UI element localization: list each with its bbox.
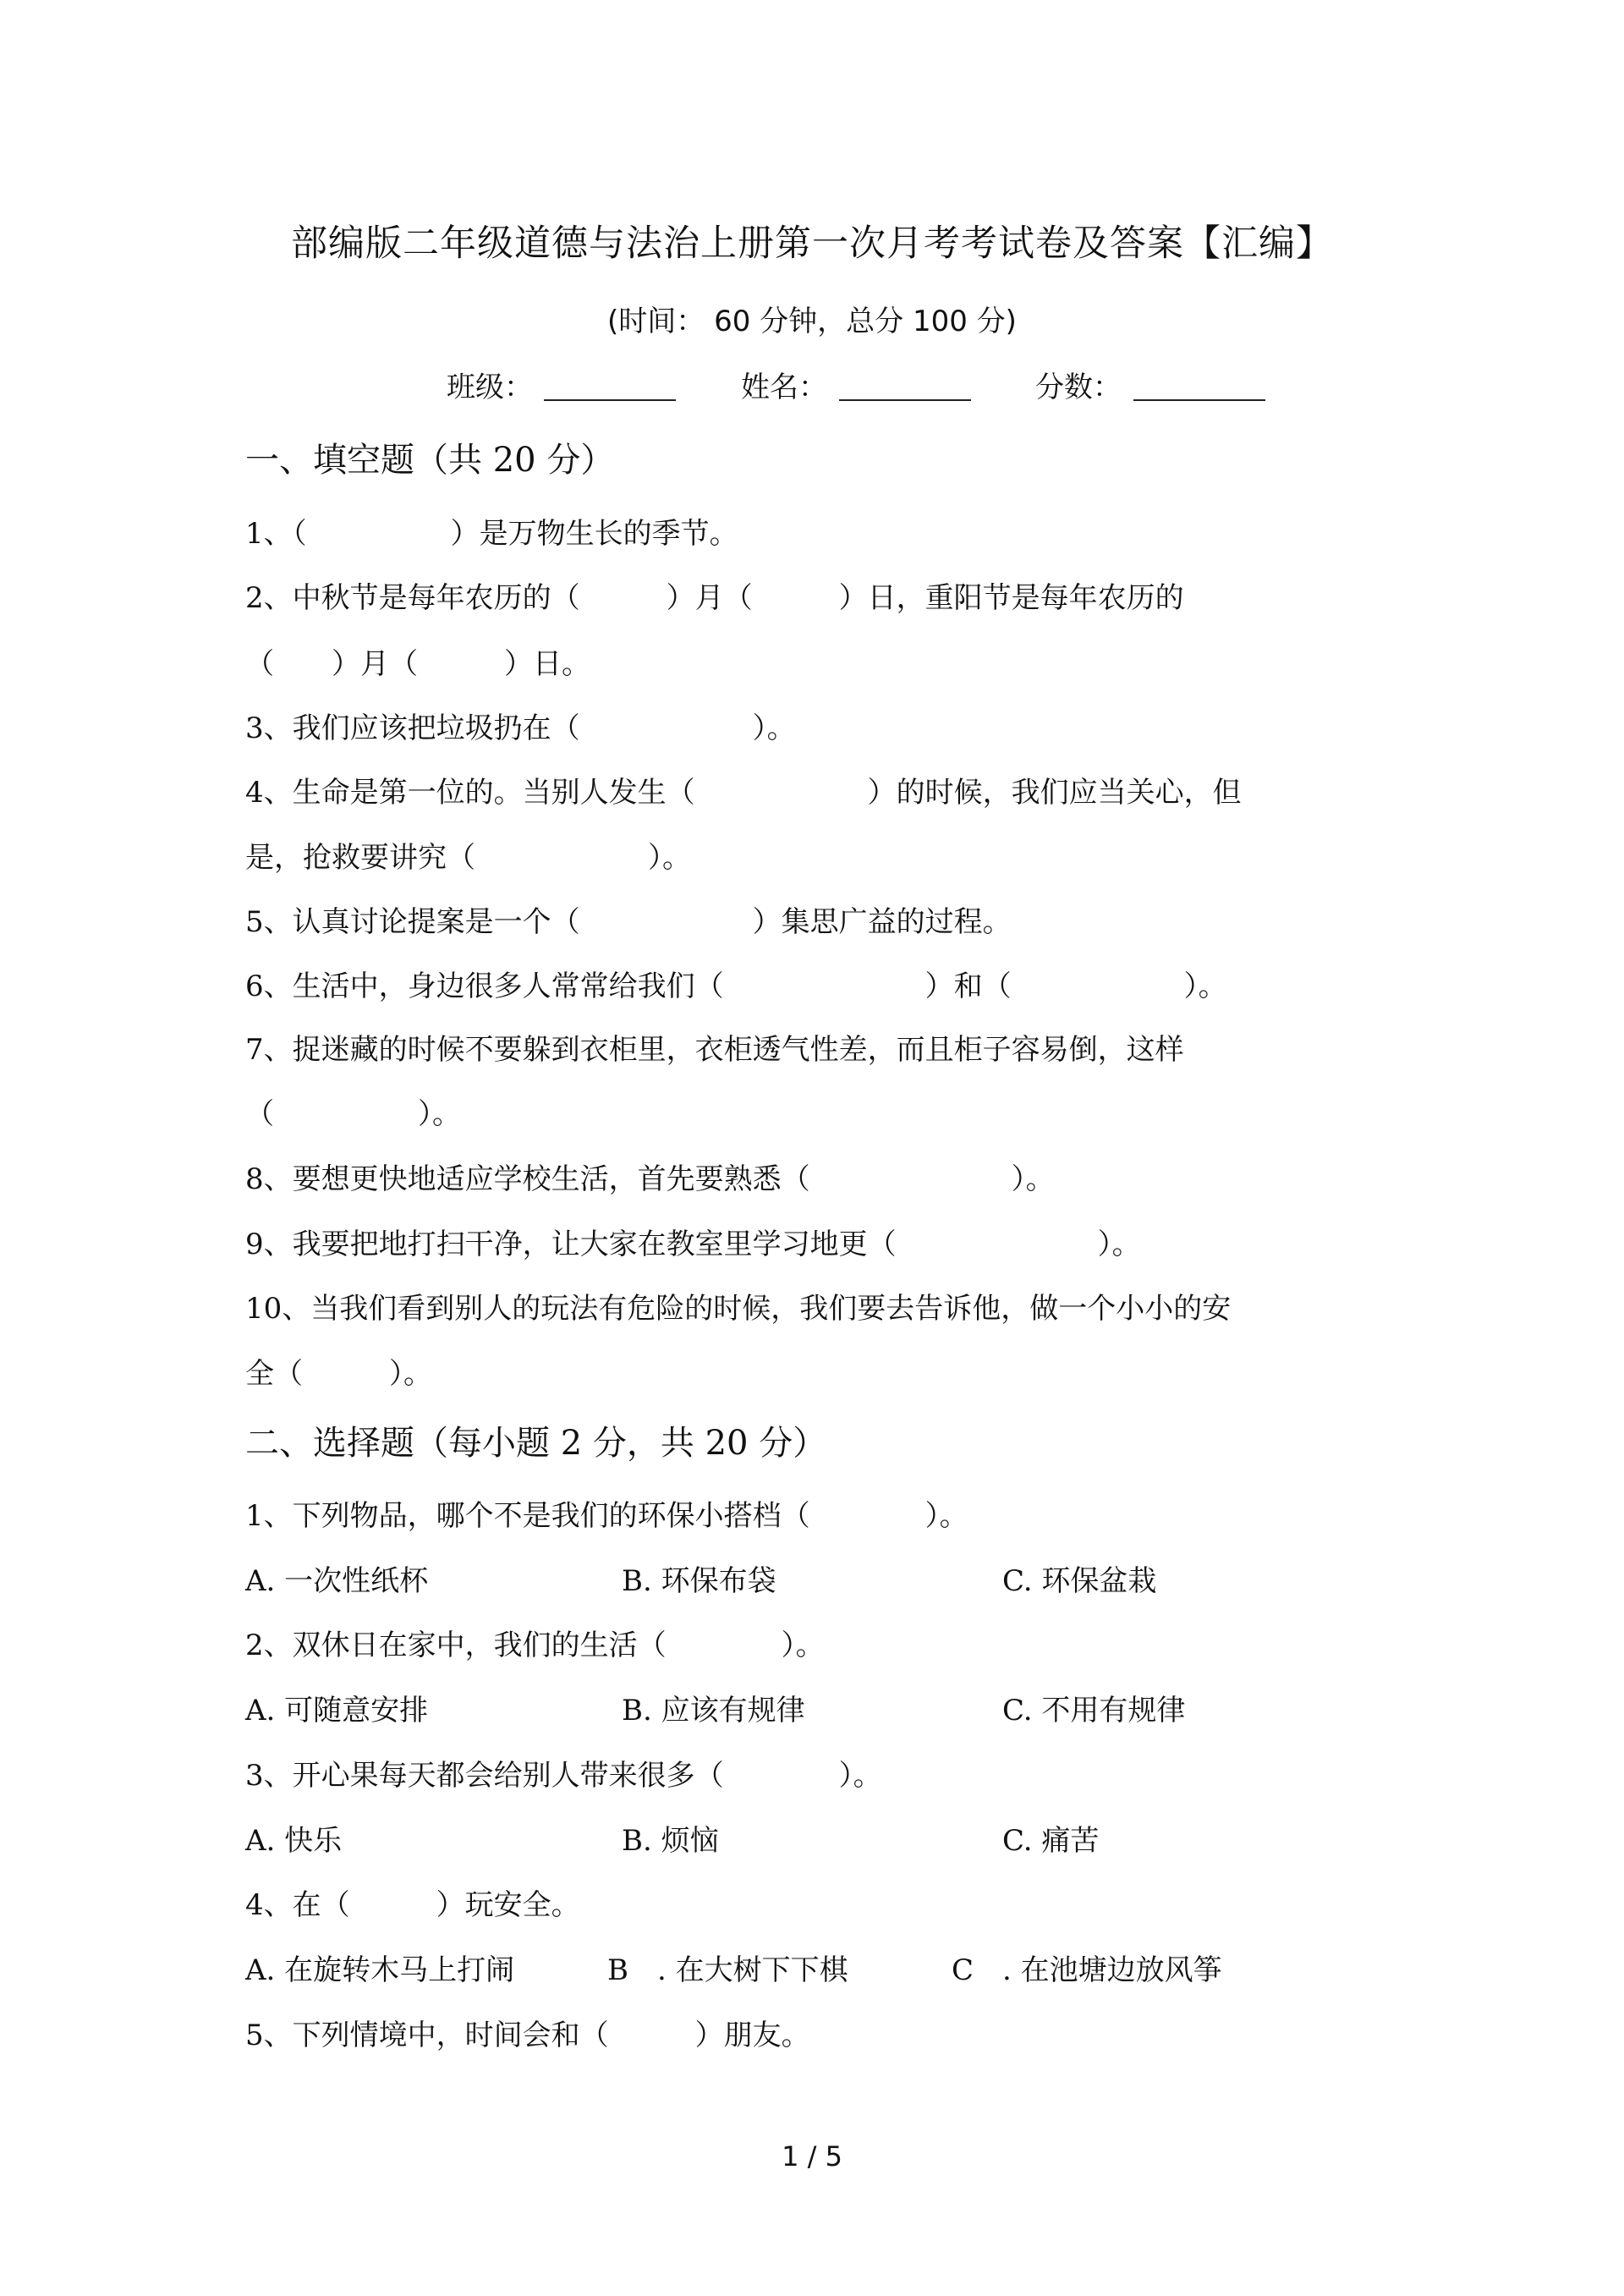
question-line: 4、在（ ）玩安全。 — [245, 1888, 580, 1922]
option-b: B . 在大树下下棋 — [607, 1953, 848, 1987]
option-b: B. 烦恼 — [622, 1824, 719, 1858]
question-line: 是，抢救要讲究（ ）。 — [245, 841, 691, 875]
question-line: （ ）月（ ）日。 — [245, 647, 590, 681]
option-c: C. 不用有规律 — [1002, 1694, 1186, 1727]
option-a: A. 在旋转木马上打闹 — [245, 1953, 515, 1987]
question-line: 1、下列物品，哪个不是我们的环保小搭档（ ）。 — [245, 1499, 968, 1533]
question-line: 5、认真讨论提案是一个（ ）集思广益的过程。 — [245, 905, 1012, 939]
score-label: 分数： — [1035, 371, 1122, 404]
score-blank — [1133, 399, 1265, 401]
question-line: （ ）。 — [245, 1097, 461, 1131]
question-line: 2、中秋节是每年农历的（ ）月（ ）日，重阳节是每年农历的 — [245, 581, 1184, 615]
question-line: 全（ ）。 — [245, 1357, 432, 1391]
option-a: A. 一次性纸杯 — [245, 1564, 429, 1598]
question-line: 6、生活中，身边很多人常常给我们（ ）和（ ）。 — [245, 969, 1227, 1003]
option-b: B. 应该有规律 — [622, 1694, 805, 1727]
question-line: 8、要想更快地适应学校生活，首先要熟悉（ ）。 — [245, 1162, 1055, 1196]
exam-subtitle: (时间： 60 分钟，总分 100 分) — [607, 305, 1017, 338]
option-b: B. 环保布袋 — [622, 1564, 776, 1598]
question-line: 4、生命是第一位的。当别人发生（ ）的时候，我们应当关心，但 — [245, 776, 1242, 810]
question-line: 7、捉迷藏的时候不要躲到衣柜里，衣柜透气性差，而且柜子容易倒，这样 — [245, 1033, 1184, 1067]
option-a: A. 快乐 — [245, 1824, 343, 1858]
option-a: A. 可随意安排 — [245, 1694, 429, 1727]
question-line: 2、双休日在家中，我们的生活（ ）。 — [245, 1629, 825, 1662]
page-title: 部编版二年级道德与法治上册第一次月考考试卷及答案【汇编】 — [291, 222, 1333, 265]
page-number: 1 / 5 — [782, 2140, 842, 2172]
option-c: C. 痛苦 — [1002, 1824, 1100, 1858]
option-c: C . 在池塘边放风筝 — [952, 1953, 1222, 1987]
class-label: 班级： — [447, 371, 533, 404]
question-line: 5、下列情境中，时间会和（ ）朋友。 — [245, 2019, 810, 2052]
question-line: 3、开心果每天都会给别人带来很多（ ）。 — [245, 1759, 882, 1793]
name-blank — [839, 399, 971, 401]
name-label: 姓名： — [741, 371, 827, 404]
question-line: 1、（ ）是万物生长的季节。 — [245, 517, 738, 551]
question-line: 9、我要把地打扫干净，让大家在教室里学习地更（ ）。 — [245, 1228, 1141, 1261]
class-blank — [544, 399, 676, 401]
question-line: 10、当我们看到别人的玩法有危险的时候，我们要去告诉他，做一个小小的安 — [245, 1292, 1232, 1326]
section-heading: 二、选择题（每小题 2 分，共 20 分） — [245, 1424, 827, 1463]
option-c: C. 环保盆栽 — [1002, 1564, 1157, 1598]
question-line: 3、我们应该把垃圾扔在（ ）。 — [245, 711, 796, 745]
section-heading: 一、填空题（共 20 分） — [245, 441, 615, 480]
